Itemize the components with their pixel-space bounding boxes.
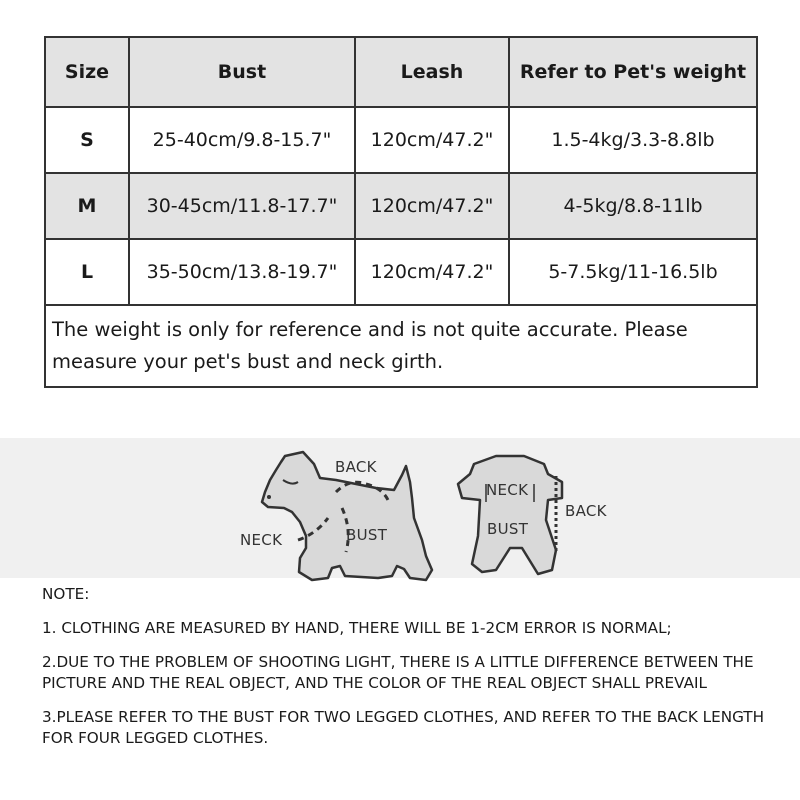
garment-neck-label: NECK xyxy=(486,481,529,499)
garment-silhouette-icon xyxy=(458,456,562,574)
weight-cell: 4-5kg/8.8-11lb xyxy=(509,173,757,239)
notes-section xyxy=(42,584,772,749)
bust-cell: 30-45cm/11.8-17.7" xyxy=(129,173,355,239)
header-weight: Refer to Pet's weight xyxy=(509,37,757,107)
weight-cell: 1.5-4kg/3.3-8.8lb xyxy=(509,107,757,173)
size-cell: L xyxy=(45,239,129,305)
garment-back-label: BACK xyxy=(565,502,607,520)
leash-cell: 120cm/47.2" xyxy=(355,173,509,239)
header-leash: Leash xyxy=(355,37,509,107)
garment-bust-label: BUST xyxy=(487,520,529,538)
leash-cell: 120cm/47.2" xyxy=(355,239,509,305)
dog-neck-label: NECK xyxy=(240,531,283,549)
note-item: 2.DUE TO THE PROBLEM OF SHOOTING LIGHT, THERE IS A LITTLE DIFFERENCE BETWEEN THE PICTURE AND THE REAL OBJECT, AND THE COLOR OF THE REAL OBJECT SHALL PREVAIL xyxy=(42,653,754,692)
notes-heading: NOTE: xyxy=(42,585,90,603)
header-size: Size xyxy=(45,37,129,107)
size-cell: S xyxy=(45,107,129,173)
note-item: 3.PLEASE REFER TO THE BUST FOR TWO LEGGED CLOTHES, AND REFER TO THE BACK LENGTH FOR FOUR LEGGED CLOTHES. xyxy=(42,708,764,747)
note-item: 1. CLOTHING ARE MEASURED BY HAND, THERE WILL BE 1-2CM ERROR IS NORMAL; xyxy=(42,619,672,637)
table-footnote: The weight is only for reference and is not quite accurate. Please measure your pet's bust and neck girth. xyxy=(45,305,757,387)
bust-cell: 25-40cm/9.8-15.7" xyxy=(129,107,355,173)
weight-cell: 5-7.5kg/11-16.5lb xyxy=(509,239,757,305)
leash-cell: 120cm/47.2" xyxy=(355,107,509,173)
dog-back-label: BACK xyxy=(335,458,377,476)
header-bust: Bust xyxy=(129,37,355,107)
dog-bust-label: BUST xyxy=(346,526,388,544)
bust-cell: 35-50cm/13.8-19.7" xyxy=(129,239,355,305)
size-cell: M xyxy=(45,173,129,239)
